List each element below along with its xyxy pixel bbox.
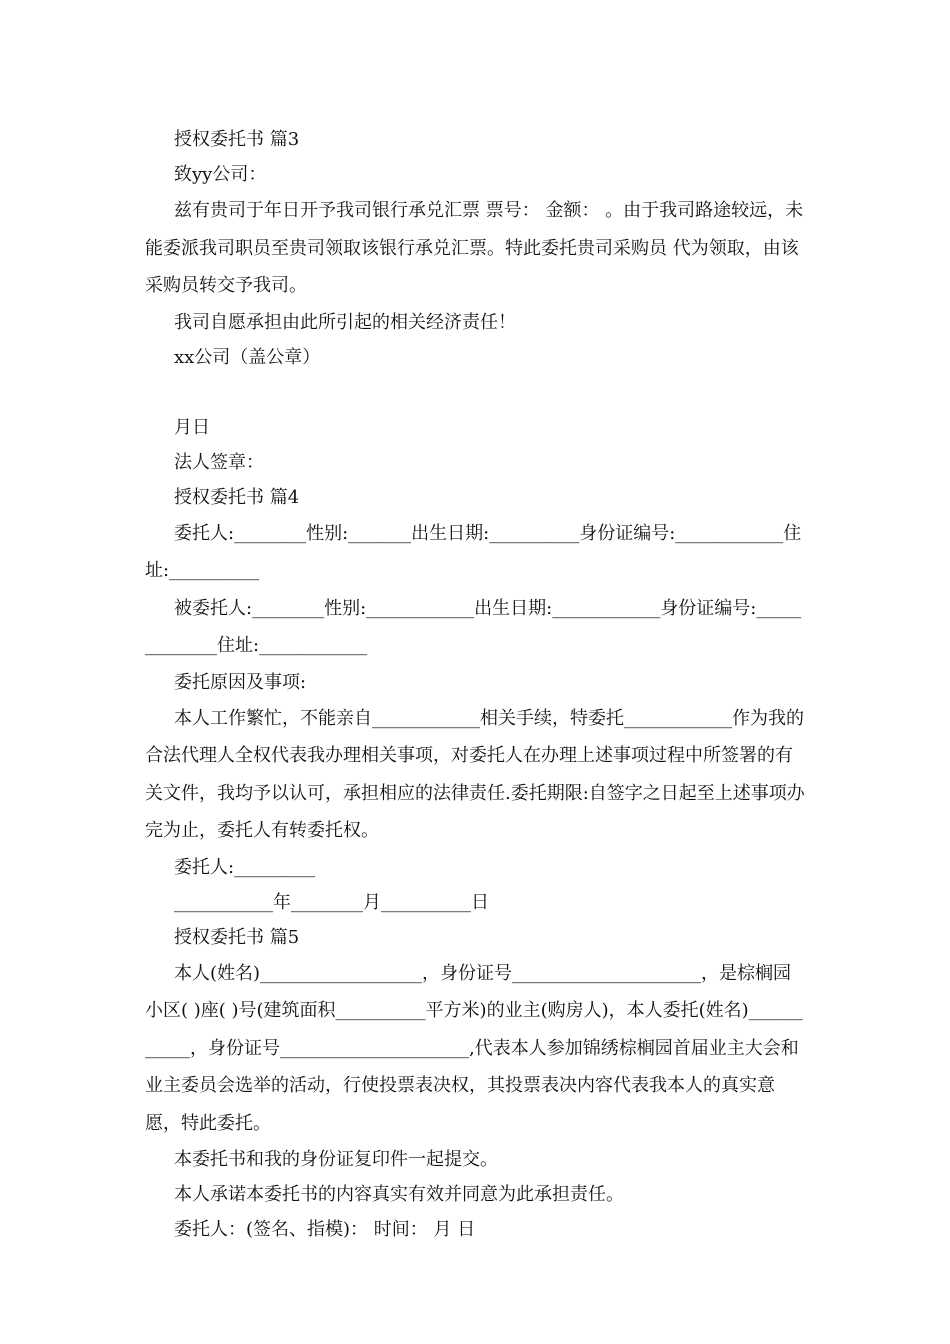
blank-line [145, 375, 807, 410]
section4-body: 本人工作繁忙，不能亲自____________相关手续，特委托____________作为我的合法代理人全权代表我办理相关事项，对委托人在办理上述事项过程中所签署的有关文件，我均予以认可，承担相应的法律责任.委托期限:自签字之日起至上述事项办完为止，委托人有转委托权。 [145, 707, 805, 841]
section5-heading: 授权委托书 篇5 [174, 926, 300, 948]
section5-commitment: 本人承诺本委托书的内容真实有效并同意为此承担责任。 [174, 1184, 624, 1205]
section3-company-seal: xx公司（盖公章） [174, 346, 321, 368]
section5-signature-line: 委托人：(签名、指模)： 时间： 月 日 [174, 1219, 476, 1240]
section4-principal-info: 委托人:________性别:_______出生日期:__________身份证编号:____________住址:__________ [145, 522, 802, 581]
document-body [145, 122, 807, 1247]
section5-attachment: 本委托书和我的身份证复印件一起提交。 [174, 1149, 498, 1170]
section5-body: 本人(姓名)__________________，身份证号_____________________，是棕榈园小区( )座( )号(建筑面积__________平方米)的业主(购房人)，本人委托(姓名)___________，身份证号_____________________,代表本人参加锦绣棕榈园首届业主大会和业主委员会选举的活动，行使投票表决权，其投票表决内容代表我本人的真实意愿，特此委托。 [145, 962, 803, 1134]
section4-reason-label: 委托原因及事项: [174, 671, 307, 693]
section3-addressee: 致yy公司： [174, 164, 267, 185]
section3-date: 月日 [174, 416, 210, 438]
section3-responsibility: 我司自愿承担由此所引起的相关经济责任！ [174, 311, 516, 333]
section3-body: 兹有贵司于年日开予我司银行承兑汇票 票号： 金额： 。由于我司路途较远，未能委派我司职员至贵司领取该银行承兑汇票。特此委托贵司采购员 代为领取，由该采购员转交予我司。 [145, 200, 804, 296]
section3-legal-signature: 法人签章： [174, 451, 264, 473]
section4-signature: 委托人:_________ [174, 856, 316, 878]
section4-heading: 授权委托书 篇4 [174, 486, 300, 508]
section3-heading: 授权委托书 篇3 [174, 129, 300, 150]
section4-agent-info: 被委托人:________性别:____________出生日期:____________身份证编号:_____________住址:____________ [145, 597, 802, 656]
section4-date: ___________年________月__________日 [174, 891, 489, 913]
